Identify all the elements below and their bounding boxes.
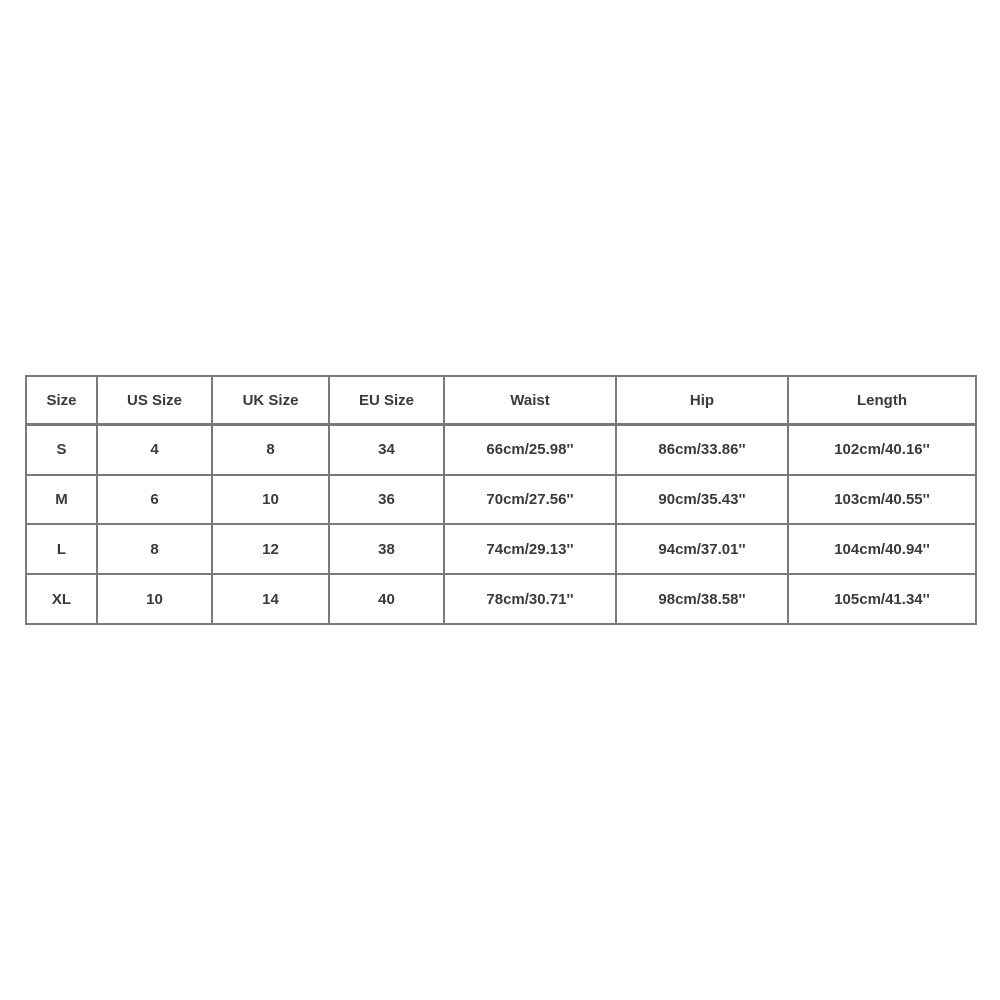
cell-us-size: 8	[97, 524, 212, 574]
cell-uk-size: 14	[212, 574, 329, 624]
cell-hip: 98cm/38.58''	[616, 574, 788, 624]
table-row	[26, 574, 976, 624]
cell-uk-size: 12	[212, 524, 329, 574]
cell-waist: 74cm/29.13''	[444, 524, 616, 574]
cell-length: 102cm/40.16''	[788, 425, 976, 475]
header-eu-size: EU Size	[329, 376, 444, 425]
cell-eu-size: 36	[329, 475, 444, 525]
cell-us-size: 6	[97, 475, 212, 525]
cell-length: 105cm/41.34''	[788, 574, 976, 624]
cell-eu-size: 40	[329, 574, 444, 624]
header-us-size: US Size	[97, 376, 212, 425]
cell-hip: 90cm/35.43''	[616, 475, 788, 525]
cell-length: 104cm/40.94''	[788, 524, 976, 574]
cell-size: M	[26, 475, 97, 525]
header-length: Length	[788, 376, 976, 425]
cell-length: 103cm/40.55''	[788, 475, 976, 525]
cell-uk-size: 10	[212, 475, 329, 525]
cell-eu-size: 34	[329, 425, 444, 475]
header-uk-size: UK Size	[212, 376, 329, 425]
size-chart-table	[25, 375, 977, 625]
cell-hip: 86cm/33.86''	[616, 425, 788, 475]
table-header-row	[26, 376, 976, 425]
cell-size: S	[26, 425, 97, 475]
cell-waist: 78cm/30.71''	[444, 574, 616, 624]
cell-waist: 66cm/25.98''	[444, 425, 616, 475]
cell-hip: 94cm/37.01''	[616, 524, 788, 574]
cell-us-size: 4	[97, 425, 212, 475]
cell-size: XL	[26, 574, 97, 624]
table-row	[26, 524, 976, 574]
cell-size: L	[26, 524, 97, 574]
header-waist: Waist	[444, 376, 616, 425]
header-hip: Hip	[616, 376, 788, 425]
cell-waist: 70cm/27.56''	[444, 475, 616, 525]
cell-eu-size: 38	[329, 524, 444, 574]
table-row	[26, 475, 976, 525]
header-size: Size	[26, 376, 97, 425]
cell-us-size: 10	[97, 574, 212, 624]
table-row	[26, 425, 976, 475]
cell-uk-size: 8	[212, 425, 329, 475]
